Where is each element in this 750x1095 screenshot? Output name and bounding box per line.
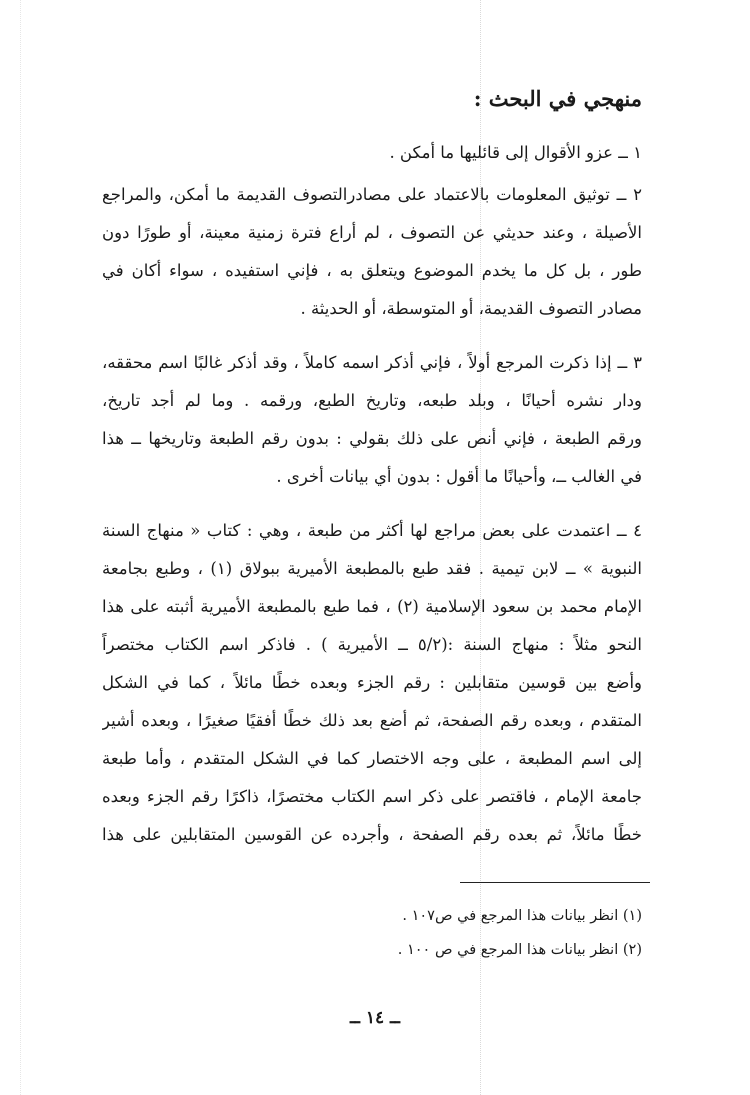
item-line: ٣ ــ إذا ذكرت المرجع أولاً ، فإني أذكر اسمه كاملاً ، وقد أذكر غالبًا اسم محققه،	[102, 353, 642, 372]
item-line: ١ ــ عزو الأقوال إلى قائليها ما أمكن .	[389, 143, 642, 162]
scan-margin-dots	[20, 0, 21, 1095]
item-line: ٤ ــ اعتمدت على بعض مراجع لها أكثر من طبعة ، وهي : كتاب « منهاج السنة	[102, 521, 642, 540]
item-line: الإمام محمد بن سعود الإسلامية (٢) ، فما طبع بالمطبعة الأميرية أثبته على هذا	[102, 597, 642, 616]
item-line: وأضع بين قوسين متقابلين : رقم الجزء وبعده خطًا مائلاً ، كما في الشكل	[102, 673, 642, 692]
item-line: جامعة الإمام ، فاقتصر على ذكر اسم الكتاب مختصرًا، ذاكرًا رقم الجزء وبعده	[102, 787, 642, 806]
item-line: ودار نشره أحيانًا ، وبلد طبعه، وتاريخ الطبع، ورقمه . وما لم أجد تاريخ،	[102, 391, 642, 410]
item-line: خطًا مائلاً، ثم بعده رقم الصفحة ، وأجرده عن القوسين المتقابلين على هذا	[102, 825, 642, 844]
item-line: طور ، بل كل ما يخدم الموضوع ويتعلق به ، فإني استفيده ، سواء أكان في	[102, 261, 642, 280]
item-line: في الغالب ــ، وأحيانًا ما أقول : بدون أي بيانات أخرى .	[276, 467, 642, 486]
item-line: النبوية » ــ لابن تيمية . فقد طبع بالمطبعة الأميرية ببولاق (١) ، وطبع بجامعة	[102, 559, 642, 578]
item-line: مصادر التصوف القديمة، أو المتوسطة، أو الحديثة .	[300, 299, 642, 318]
item-line: إلى اسم المطبعة ، على وجه الاختصار كما في الشكل المتقدم ، وأما طبعة	[102, 749, 642, 768]
section-heading: منهجي في البحث :	[473, 86, 642, 111]
item-line: الأصيلة ، وعند حديثي عن التصوف ، لم أراع فترة زمنية معينة، أو طورًا دون	[102, 223, 642, 242]
footnote-2: (٢) انظر بيانات هذا المرجع في ص ١٠٠ .	[397, 942, 642, 958]
footnote-separator	[460, 882, 650, 883]
item-line: المتقدم ، وبعده رقم الصفحة، ثم أضع بعد ذلك خطًا أفقيًا صغيرًا ، وبعده أشير	[102, 711, 642, 730]
item-line: ورقم الطبعة ، فإني أنص على ذلك بقولي : بدون رقم الطبعة وتاريخها ــ هذا	[102, 429, 642, 448]
item-line: النحو مثلاً : منهاج السنة :(٥/٢ ــ الأميرية ) . فاذكر اسم الكتاب مختصراً	[102, 635, 642, 654]
page-number: ــ ١٤ ــ	[349, 1008, 401, 1028]
item-line: ٢ ــ توثيق المعلومات بالاعتماد على مصادرالتصوف القديمة ما أمكن، والمراجع	[102, 185, 642, 204]
footnote-1: (١) انظر بيانات هذا المرجع في ص١٠٧ .	[402, 908, 642, 924]
